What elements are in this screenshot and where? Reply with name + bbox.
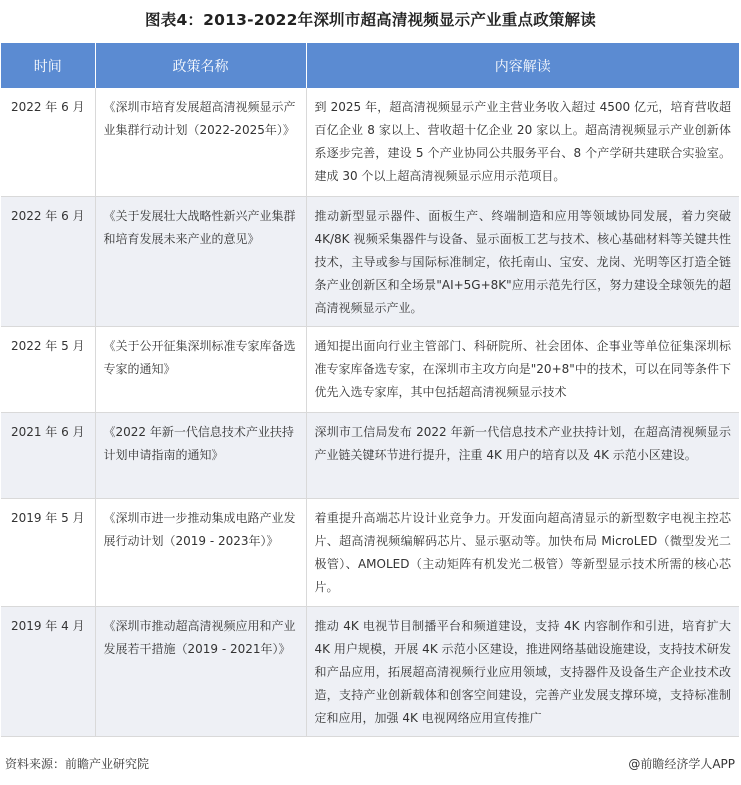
table-row <box>1 606 739 736</box>
row-time: 2022 年 5 月 <box>1 326 95 412</box>
brand-credit <box>628 755 735 773</box>
row-policy-name: 《2022 年新一代信息技术产业扶持计划申请指南的通知》 <box>95 412 306 498</box>
row-time: 2022 年 6 月 <box>1 88 95 196</box>
row-content: 通知提出面向行业主管部门、科研院所、社会团体、企事业等单位征集深圳标准专家库备选专家，在深圳市主攻方向是"20+8"中的技术，可以在同等条件下优先入选专家库，其中包括超高清视频显示技术 <box>306 326 739 412</box>
table-row <box>1 412 739 498</box>
header-content: 内容解读 <box>306 43 739 88</box>
table-header-row <box>1 43 739 88</box>
row-content: 着重提升高端芯片设计业竞争力。开发面向超高清显示的新型数字电视主控芯片、超高清视频编解码芯片、显示驱动等。加快布局 MicroLED（微型发光二极管）、AMOLED（主动矩阵有机发光二极管）等新型显示技术所需的核心芯片。 <box>306 498 739 606</box>
table-row <box>1 326 739 412</box>
header-time: 时间 <box>1 43 95 88</box>
row-policy-name: 《深圳市推动超高清视频应用和产业发展若干措施（2019 - 2021年）》 <box>95 606 306 736</box>
row-time: 2019 年 5 月 <box>1 498 95 606</box>
brand-text: @前瞻经济学人APP <box>628 757 735 771</box>
page-title: 图表4：2013-2022年深圳市超高清视频显示产业重点政策解读 <box>145 11 596 29</box>
row-content: 推动 4K 电视节目制播平台和频道建设，支持 4K 内容制作和引进，培育扩大 4K 用户规模，开展 4K 示范小区建设，推进网络基础设施建设，支持技术研发和产品应用，拓展超高清视频行业应用领域，支持器件及设备生产企业技术改造，支持产业创新载体和创客空间建设，完善产业发展支撑环境，支持标准制定和应用，加强 4K 电视网络应用宣传推广 <box>306 606 739 736</box>
row-policy-name: 《深圳市进一步推动集成电路产业发展行动计划（2019 - 2023年）》 <box>95 498 306 606</box>
row-time: 2022 年 6 月 <box>1 196 95 326</box>
source-note: 资料来源：前瞻产业研究院 <box>5 757 150 771</box>
row-content: 深圳市工信局发布 2022 年新一代信息技术产业扶持计划，在超高清视频显示产业链关键环节进行提升，注重 4K 用户的培育以及 4K 示范小区建设。 <box>306 412 739 498</box>
table-row <box>1 498 739 606</box>
header-policy-name: 政策名称 <box>95 43 306 88</box>
row-policy-name: 《关于发展壮大战略性新兴产业集群和培育发展未来产业的意见》 <box>95 196 306 326</box>
row-time: 2019 年 4 月 <box>1 606 95 736</box>
policy-table <box>1 43 739 737</box>
row-policy-name: 《深圳市培育发展超高清视频显示产业集群行动计划（2022-2025年）》 <box>95 88 306 196</box>
table-row <box>1 196 739 326</box>
table-row <box>1 88 739 196</box>
row-time: 2021 年 6 月 <box>1 412 95 498</box>
row-content: 推动新型显示器件、面板生产、终端制造和应用等领域协同发展，着力突破 4K/8K 视频采集器件与设备、显示面板工艺与技术、核心基础材料等关键共性技术，主导或参与国际标准制定，依托南山、宝安、龙岗、光明等区打造全链条产业创新区和全场景"AI+5G+8K"应用示范先行区，努力建设全球领先的超高清视频显示产业。 <box>306 196 739 326</box>
row-content: 到 2025 年，超高清视频显示产业主营业务收入超过 4500 亿元，培育营收超百亿企业 8 家以上、营收超十亿企业 20 家以上。超高清视频显示产业创新体系逐步完善，建设 5 个产业协同公共服务平台、8 个产学研共建联合实验室。建成 30 个以上超高清视频显示应用示范项目。 <box>306 88 739 196</box>
row-policy-name: 《关于公开征集深圳标准专家库备选专家的通知》 <box>95 326 306 412</box>
